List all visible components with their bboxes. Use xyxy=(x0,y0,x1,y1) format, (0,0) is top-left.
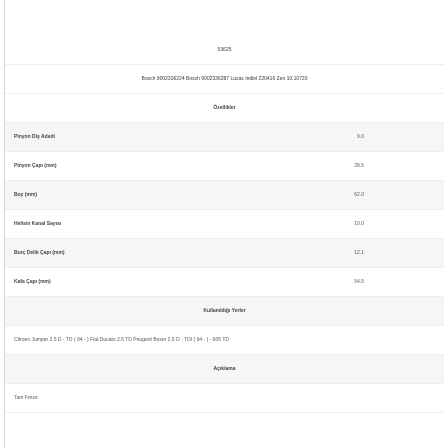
spec-value: 62.0 xyxy=(354,192,364,198)
oem-references: Bosch 9002336224 Bosch 9002336287 Lucas Indiel 220416 Zen 10.10720 xyxy=(141,76,308,82)
spec-value: 10.0 xyxy=(354,221,364,227)
description-header-row xyxy=(5,355,444,384)
spec-label: Pinyon Çapı (mm) xyxy=(14,163,57,169)
usage-header-row xyxy=(5,297,444,326)
spec-label: Boy (mm) xyxy=(14,192,38,198)
spec-value: 28.5 xyxy=(354,163,364,169)
oem-references-row xyxy=(5,65,444,94)
spec-label: Burç Delik Çapı (mm) xyxy=(14,250,65,256)
spec-row xyxy=(5,152,444,181)
usage-text: Citroen Jumper 2.5 D - TD ( 94 - ) Fiat Ducato 2.5 TD Peugeot Boxer 2.5 D - TDI ( 94 - ) - 605 TD xyxy=(14,337,229,343)
spec-value: 9.0 xyxy=(357,134,364,140)
usage-title: Kullanıldığı Yerler xyxy=(203,308,246,314)
spec-row xyxy=(5,181,444,210)
description-text: Tam Freze xyxy=(14,395,38,401)
product-detail-panel xyxy=(5,0,448,448)
description-row xyxy=(5,384,444,413)
specs-header-row xyxy=(5,94,444,123)
spec-value: 12.1 xyxy=(354,250,364,256)
description-title: Açıklama xyxy=(213,366,236,372)
specs-title: Özellikler xyxy=(213,105,236,111)
spec-row xyxy=(5,268,444,297)
spec-label: Helisin Kanal Sayısı xyxy=(14,221,62,227)
usage-row xyxy=(5,326,444,355)
spec-label: Kafa Çapı (mm) xyxy=(14,279,51,285)
spec-row xyxy=(5,210,444,239)
spec-value: 54.5 xyxy=(354,279,364,285)
spec-label: Pinyon Diş Adedi xyxy=(14,134,55,140)
spec-row xyxy=(5,239,444,268)
product-code-row xyxy=(5,36,444,65)
product-code: 53625 xyxy=(217,47,232,53)
spec-row xyxy=(5,123,444,152)
